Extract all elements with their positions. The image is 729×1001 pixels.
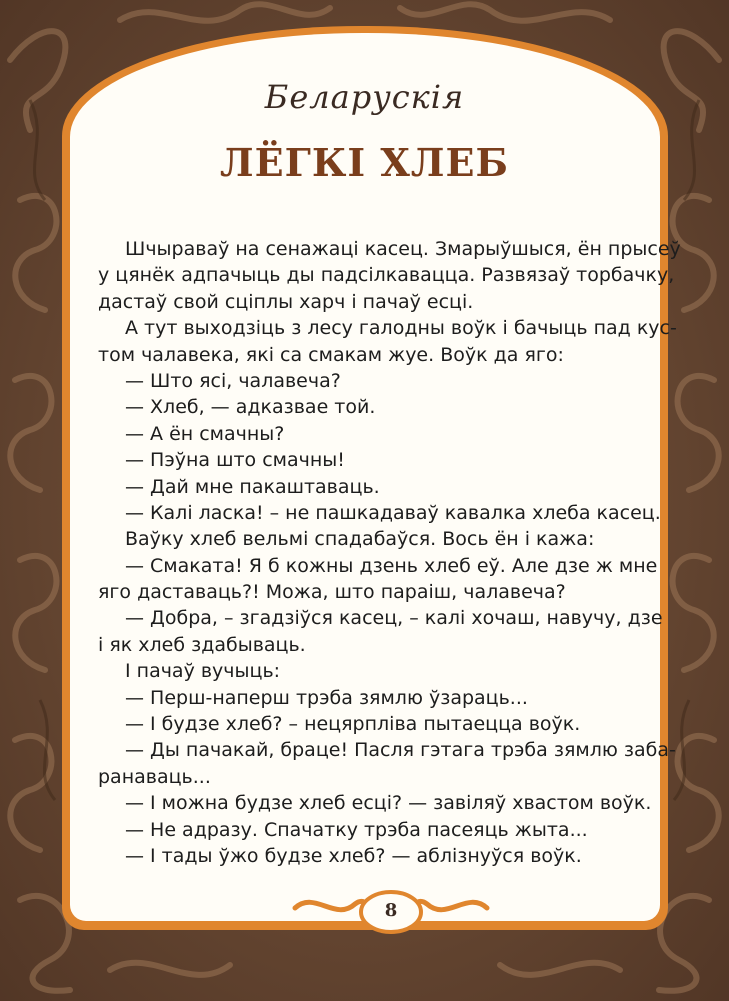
- story-line: — Калі ласка! – не пашкадаваў кавалка хлеба касец.: [125, 501, 661, 524]
- story-line: — Пэўна што смачны!: [125, 449, 345, 472]
- story-line: — Дай мне пакаштаваць.: [125, 475, 380, 498]
- page-number: 8: [384, 900, 398, 921]
- story-line: у цянёк адпачыць ды падсілкавацца. Развязаў торбачку,: [98, 264, 675, 287]
- story-line: ранаваць...: [98, 765, 211, 788]
- story-line: яго даставаць?! Можа, што параіш, чалавеча?: [98, 581, 566, 604]
- story-title: ЛЁГКІ ХЛЕБ: [220, 140, 509, 185]
- story-origin-subtitle: Беларускія: [264, 78, 465, 116]
- story-line: дастаў свой сціплы харч і пачаў есці.: [98, 290, 474, 313]
- story-line: Ваўку хлеб вельмі спадабаўся. Вось ён і кажа:: [125, 528, 595, 551]
- story-line: — Не адразу. Спачатку трэба пасеяць жыта...: [125, 818, 588, 841]
- story-line: — Хлеб, — адказвае той.: [125, 396, 376, 419]
- story-line: — Ды пачакай, браце! Пасля гэтага трэба зямлю заба-: [125, 739, 676, 762]
- story-line: — Што ясі, чалавеча?: [125, 369, 341, 392]
- story-text: [98, 236, 681, 869]
- story-line: — І тады ўжо будзе хлеб? — аблізнуўся воўк.: [125, 844, 582, 867]
- story-line: — А ён смачны?: [125, 422, 285, 445]
- story-line: том чалавека, які са смакам жуе. Воўк да яго:: [98, 343, 564, 366]
- story-line: — Смаката! Я б кожны дзень хлеб еў. Але дзе ж мне: [125, 554, 658, 577]
- story-line: — І будзе хлеб? – нецярпліва пытаецца воўк.: [125, 713, 581, 736]
- story-line: — Перш-наперш трэба зямлю ўзараць...: [125, 686, 528, 709]
- story-line: і як хлеб здабываць.: [98, 633, 306, 656]
- story-line: Шчыраваў на сенажаці касец. Змарыўшыся, ён прысеў: [125, 238, 681, 260]
- story-line: — Добра, – згадзіўся касец, – калі хочаш, навучу, дзе: [125, 607, 663, 630]
- story-line: А тут выходзіць з лесу галодны воўк і бачыць пад кус-: [125, 317, 677, 340]
- story-line: — І можна будзе хлеб есці? — завіляў хвастом воўк.: [125, 792, 652, 815]
- story-line: І пачаў вучыць:: [125, 660, 281, 683]
